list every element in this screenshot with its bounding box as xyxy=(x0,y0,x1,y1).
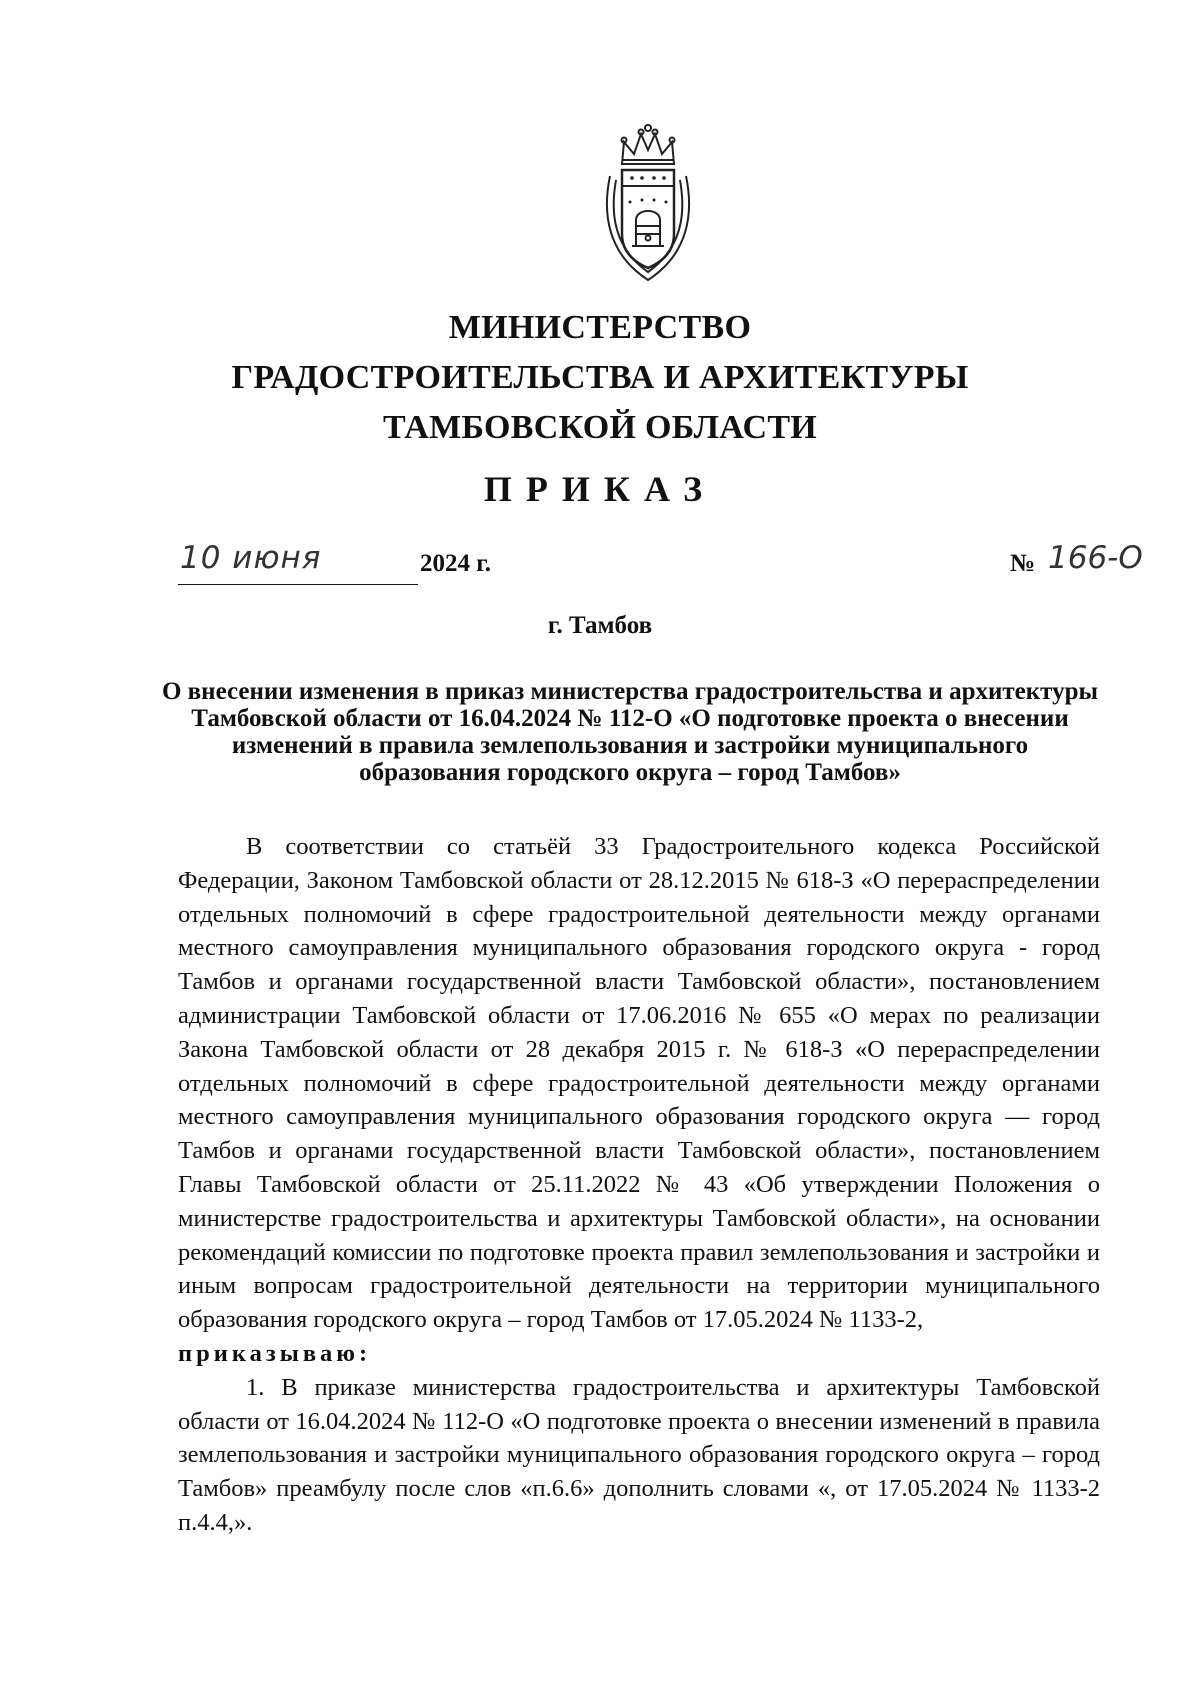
city-name: г. Тамбов xyxy=(547,612,653,639)
item-1-text: 1. В приказе министерства градостроительства и архитектуры Тамбовской области от 16.04.2024 № 112-О «О подготовке проекта о внесении изменений в правила землепользования и застройки муниципального образования городского округа – город Тамбов» преамбулу после слов «п.6.6» дополнить словами «, от 17.05.2024 № 1133-2 п.4.4,». xyxy=(178,1373,1100,1536)
preamble-paragraph xyxy=(178,830,1100,1337)
ministry-title-line-3: ТАМБОВСКОЙ ОБЛАСТИ xyxy=(382,409,818,446)
order-subject: О внесении изменения в приказ министерства градостроительства и архитектуры Тамбовской области от 16.04.2024 № 112-О «О подготовке проекта о внесении изменений в правила землепользования и застройки муниципального образования городского округа – город Тамбов» xyxy=(161,678,1099,786)
preamble-text: В соответствии со статьёй 33 Градостроительного кодекса Российской Федерации, Законом Тамбовской области от 28.12.2015 № 618-З «О перераспределении отдельных полномочий в сфере градостроительной деятельности между органами местного самоуправления муниципального образования городского округа - город Тамбов и органами государственной власти Тамбовской области», постановлением администрации Тамбовской области от 17.06.2016 № 655 «О мерах по реализации Закона Тамбовской области от 28 декабря 2015 г. № 618-З «О перераспределении отдельных полномочий в сфере градостроительной деятельности между органами местного самоуправления муниципального образования городского округа — город Тамбов и органами государственной власти Тамбовской области», постановлением Главы Тамбовской области от 25.11.2022 № 43 «Об утверждении Положения о министерстве градостроительства и архитектуры Тамбовской области», на основании рекомендаций комиссии по подготовке проекта правил землепользования и застройки и иным вопросам градостроительной деятельности на территории муниципального образования городского округа – город Тамбов от 17.05.2024 № 1133-2, xyxy=(178,833,1100,1334)
document-type-title: ПРИКАЗ xyxy=(483,469,717,509)
handwritten-date: 10 июня xyxy=(180,540,322,576)
order-body xyxy=(178,830,1100,1540)
number-label: № xyxy=(1010,550,1036,577)
item-1-paragraph xyxy=(178,1371,1100,1540)
handwritten-number: 166-О xyxy=(1048,540,1143,576)
ministry-title-line-1: МИНИСТЕРСТВО xyxy=(448,309,752,346)
order-word: приказываю: xyxy=(178,1339,372,1367)
order-word-paragraph xyxy=(178,1337,1100,1371)
ministry-title-line-2: ГРАДОСТРОИТЕЛЬСТВА И АРХИТЕКТУРЫ xyxy=(231,359,969,396)
date-year: 2024 г. xyxy=(420,550,492,577)
coat-of-arms-emblem xyxy=(600,124,696,284)
